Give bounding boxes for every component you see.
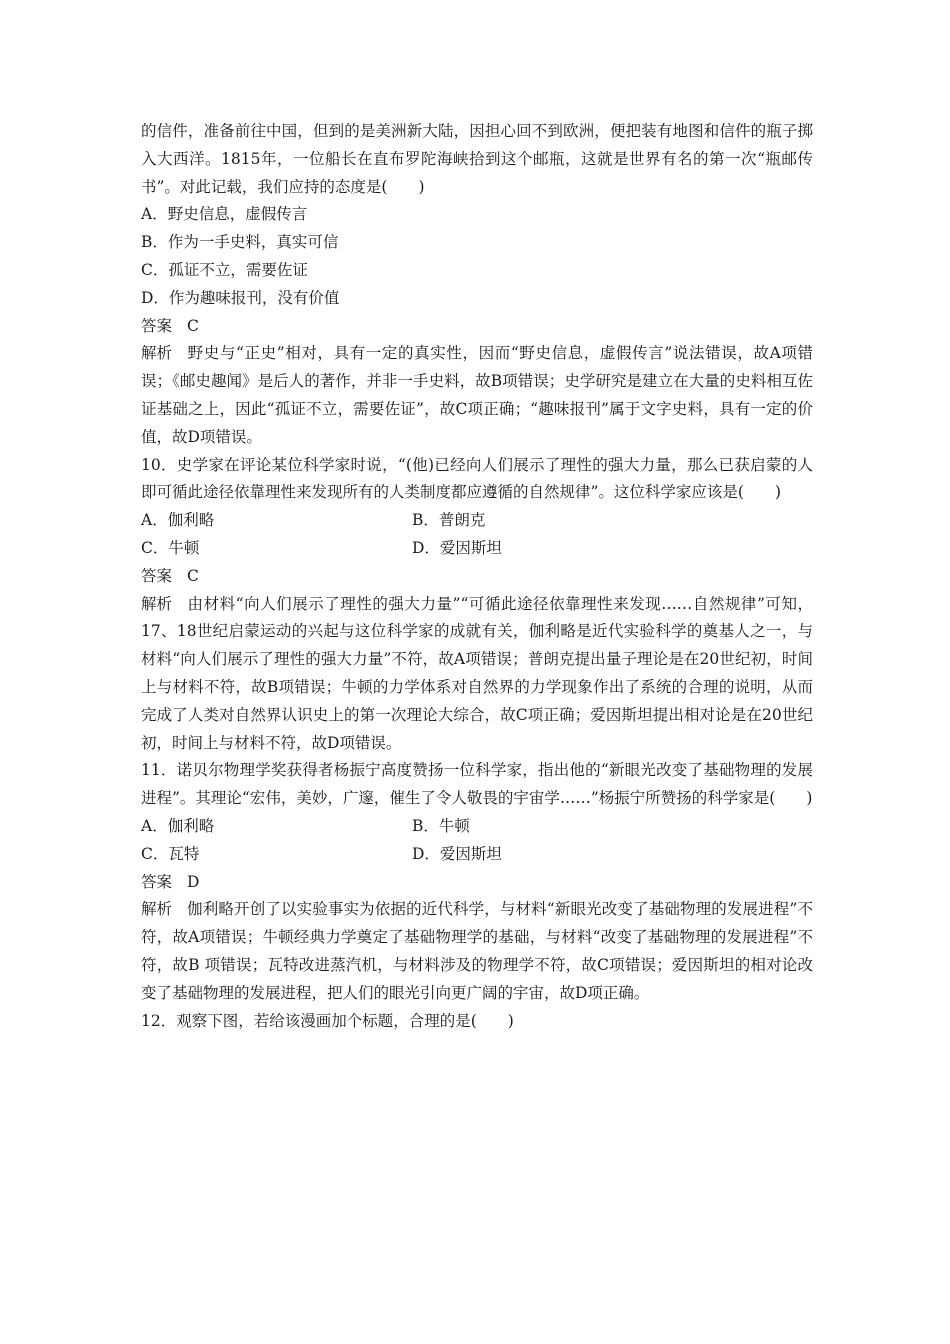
q11-option-b: B．牛顿: [412, 816, 470, 835]
q10-options-row-1: [141, 507, 813, 535]
q11-analysis: [141, 896, 813, 1007]
q9-answer-label: 答案: [141, 316, 173, 335]
q11-answer: [141, 869, 813, 897]
q9-analysis-text: 野史与“正史”相对，具有一定的真实性，因而“野史信息，虚假传言”说法错误，故A项错误；《邮史趣闻》是后人的著作，并非一手史料，故B项错误；史学研究是建立在大量的史料相互佐证基础之上，因此“孤证不立，需要佐证”，故C项正确；“趣味报刊”属于文字史料，具有一定的价值，故D项错误。: [141, 344, 813, 446]
q10-answer: [141, 563, 813, 591]
q11-option-d: D．爱因斯坦: [412, 844, 502, 863]
q9-option-d: D．作为趣味报刊，没有价值: [141, 288, 340, 307]
q9-analysis-label: 解析: [141, 344, 173, 363]
q11-stem: 11．诺贝尔物理学奖获得者杨振宁高度赞扬一位科学家，指出他的“新眼光改变了基础物理的发展进程”。其理论“宏伟，美妙，广邃，催生了令人敬畏的宇宙学……”杨振宁所赞扬的科学家是( ): [141, 761, 813, 808]
q10-option-d: D．爱因斯坦: [412, 538, 502, 557]
q11-analysis-text: 伽利略开创了以实验事实为依据的近代科学，与材料“新眼光改变了基础物理的发展进程”不符，故A项错误；牛顿经典力学奠定了基础物理学的基础，与材料“改变了基础物理的发展进程”不符，故B 项错误；瓦特改进蒸汽机，与材料涉及的物理学不符，故C项错误；爱因斯坦的相对论改变了基础物理的发展进程，把人们的眼光引向更广阔的宇宙，故D项正确。: [141, 900, 813, 1002]
q10-option-a: A．伽利略: [141, 511, 215, 530]
q9-stem: 的信件，准备前往中国，但到的是美洲新大陆，因担心回不到欧洲，便把装有地图和信件的瓶子掷入大西洋。1815年，一位船长在直布罗陀海峡拾到这个邮瓶，这就是世界有名的第一次“瓶邮传书”。对此记载，我们应持的态度是( ): [141, 122, 813, 196]
q10-analysis-text: 由材料“向人们展示了理性的强大力量”“可循此途径依靠理性来发现……自然规律”可知，17、18世纪启蒙运动的兴起与这位科学家的成就有关，伽利略是近代实验科学的奠基人之一，与材料“向人们展示了理性的强大力量”不符，故A项错误；普朗克提出量子理论是在20世纪初，时间上与材料不符，故B项错误；牛顿的力学体系对自然界的力学现象作出了系统的合理的说明，从而完成了人类对自然界认识史上的第一次理论大综合，故C项正确；爱因斯坦提出相对论是在20世纪初，时间上与材料不符，故D项错误。: [141, 594, 813, 752]
q9-option-b: B．作为一手史料，真实可信: [141, 233, 339, 252]
q9-option-a: A．野史信息，虚假传言: [141, 205, 308, 224]
q10-answer-value: C: [187, 566, 199, 585]
q11-options-row-2: [141, 841, 813, 869]
q11-options-row-1: [141, 813, 813, 841]
q10-option-c: C．牛顿: [141, 538, 200, 557]
q11-analysis-label: 解析: [141, 900, 173, 919]
q10-analysis: [141, 591, 813, 758]
q11-option-a: A．伽利略: [141, 816, 215, 835]
q12-stem: 12．观察下图，若给该漫画加个标题，合理的是( ): [141, 1011, 514, 1030]
document-content: [141, 118, 813, 1035]
q11-answer-value: D: [187, 872, 200, 891]
q11-option-c: C．瓦特: [141, 844, 200, 863]
q10-answer-label: 答案: [141, 566, 173, 585]
q10-analysis-label: 解析: [141, 594, 173, 613]
q10-stem: 10．史学家在评论某位科学家时说，“(他)已经向人们展示了理性的强大力量，那么已获启蒙的人即可循此途径依靠理性来发现所有的人类制度都应遵循的自然规律”。这位科学家应该是( ): [141, 455, 813, 502]
q9-answer-value: C: [187, 316, 199, 335]
q9-option-c: C．孤证不立，需要佐证: [141, 260, 308, 279]
q9-analysis: [141, 340, 813, 451]
q11-answer-label: 答案: [141, 872, 173, 891]
q9-answer: [141, 313, 813, 341]
q10-options-row-2: [141, 535, 813, 563]
q10-option-b: B．普朗克: [412, 511, 486, 530]
